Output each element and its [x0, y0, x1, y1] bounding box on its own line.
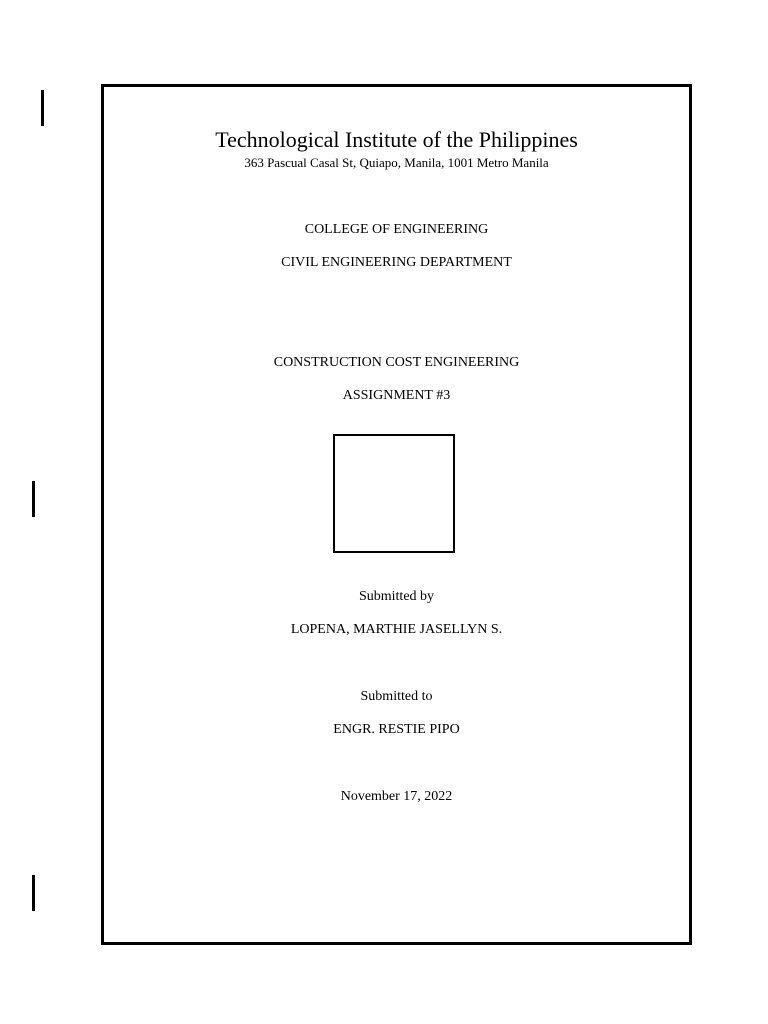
submitter-name: LOPENA, MARTHIE JASELLYN S.	[290, 622, 503, 637]
college-name: COLLEGE OF ENGINEERING	[304, 222, 489, 237]
institute-address: 363 Pascual Casal St, Quiapo, Manila, 1001 Metro Manila	[244, 155, 549, 170]
institute-name: Technological Institute of the Philippines	[215, 127, 578, 152]
cover-page-frame	[101, 84, 692, 945]
instructor-name: ENGR. RESTIE PIPO	[333, 722, 460, 737]
submission-date: November 17, 2022	[340, 789, 453, 804]
logo-placeholder	[333, 434, 455, 553]
margin-mark-middle	[32, 481, 35, 517]
assignment-title: ASSIGNMENT #3	[342, 388, 451, 403]
margin-mark-bottom	[32, 875, 35, 911]
margin-mark-top	[41, 90, 44, 126]
submitted-by-label: Submitted by	[358, 589, 435, 604]
submitted-to-label: Submitted to	[360, 689, 433, 704]
department-name: CIVIL ENGINEERING DEPARTMENT	[281, 255, 512, 270]
course-title: CONSTRUCTION COST ENGINEERING	[273, 355, 520, 370]
